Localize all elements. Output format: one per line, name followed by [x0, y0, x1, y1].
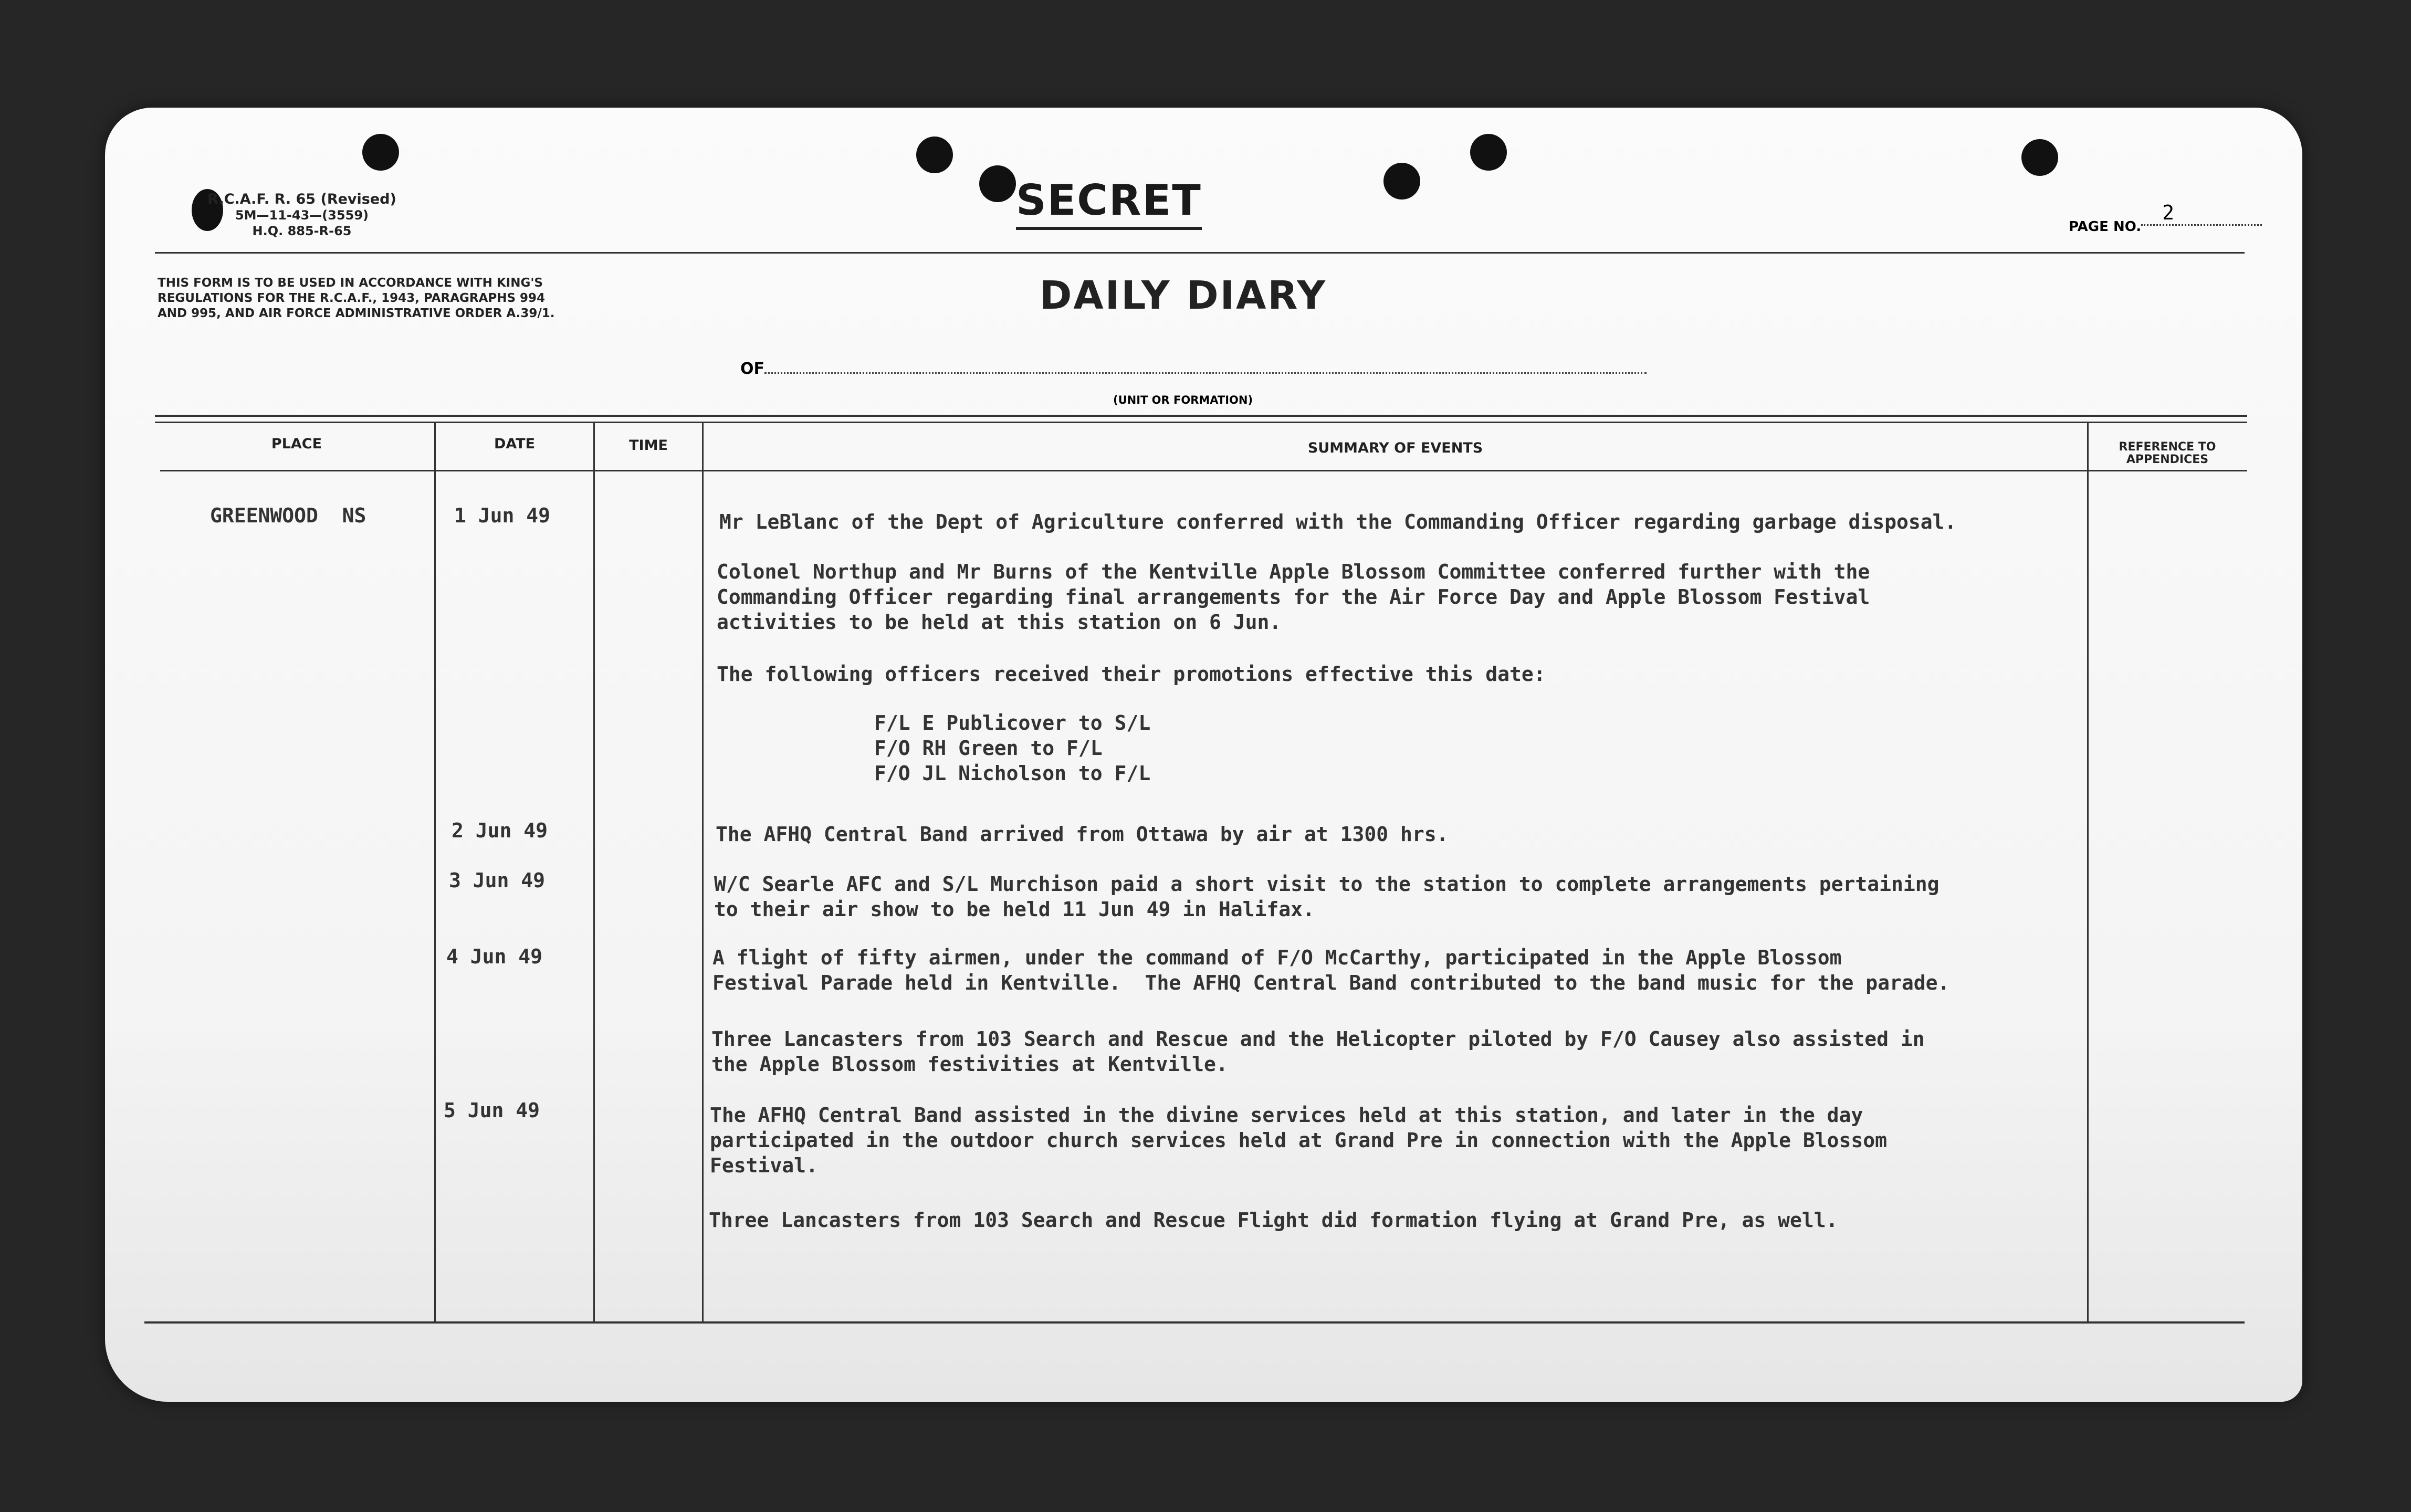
page-title: DAILY DIARY	[1040, 273, 1327, 318]
promotion-list: F/L E Publicover to S/L F/O RH Green to F/L F/O JL Nicholson to F/L	[874, 711, 1151, 785]
summary-entry: The AFHQ Central Band assisted in the divine services held at this station, and later in the day participated in the outdoor church services held at Grand Pre in connection with the Apple Blossom Festival.	[710, 1104, 1888, 1177]
diary-page	[105, 108, 2302, 1402]
form-number: R.C.A.F. R. 65 (Revised)	[207, 191, 396, 207]
summary-entry: The following officers received their promotions effective this date:	[717, 663, 1546, 686]
column-header-reference: REFERENCE TO APPENDICES	[2119, 440, 2216, 466]
unit-field	[740, 360, 1647, 378]
column-header-summary: SUMMARY OF EVENTS	[1307, 440, 1483, 456]
table-top-rule-2	[155, 422, 2247, 423]
page-number-field	[2069, 201, 2262, 237]
summary-entry: Three Lancasters from 103 Search and Rescue Flight did formation flying at Grand Pre, as well.	[709, 1209, 1838, 1232]
punch-hole	[362, 134, 399, 171]
date-entry: 3 Jun 49	[449, 869, 546, 892]
date-entry: 4 Jun 49	[446, 945, 543, 968]
date-entry: 2 Jun 49	[452, 819, 548, 842]
summary-entry: Three Lancasters from 103 Search and Rescue and the Helicopter piloted by F/O Causey also assisted in the Apple Blossom festivities at Kentville.	[711, 1027, 1925, 1076]
page-number-label: PAGE NO.	[2069, 219, 2142, 235]
page-number: 2	[2141, 201, 2262, 226]
form-instructions: THIS FORM IS TO BE USED IN ACCORDANCE WITH KING'S REGULATIONS FOR THE R.C.A.F., 1943, PARAGRAPHS 994 AND 995, AND AIR FORCE ADMINISTRATIVE ORDER A.39/1.	[158, 276, 555, 320]
column-divider	[2087, 422, 2089, 1321]
column-header-place: PLACE	[271, 436, 322, 452]
punch-hole	[916, 136, 953, 173]
classification-heading: SECRET	[1016, 176, 1202, 230]
table-top-rule	[155, 415, 2247, 417]
table-bottom-rule	[144, 1321, 2245, 1324]
summary-entry: W/C Searle AFC and S/L Murchison paid a short visit to the station to complete arrangements pertaining to their air show to be held 11 Jun 49 in Halifax.	[714, 873, 1940, 921]
form-identifier	[171, 192, 433, 239]
date-entry: 5 Jun 49	[444, 1099, 540, 1122]
header-bottom-rule	[160, 470, 2247, 471]
column-header-date: DATE	[494, 436, 536, 452]
punch-hole	[979, 165, 1016, 202]
form-hq-code: H.Q. 885-R-65	[252, 224, 352, 238]
summary-entry: The AFHQ Central Band arrived from Ottawa by air at 1300 hrs.	[716, 823, 1449, 846]
form-print-code: 5M—11-43—(3559)	[235, 208, 369, 223]
date-entry: 1 Jun 49	[454, 504, 551, 527]
summary-entry: Colonel Northup and Mr Burns of the Kentville Apple Blossom Committee conferred further with the Commanding Officer regarding final arrangements for the Air Force Day and Apple Blossom Festival activities to be held at this station on 6 Jun.	[717, 560, 1870, 634]
unit-field-line	[764, 362, 1647, 374]
column-header-time: TIME	[629, 437, 668, 454]
column-divider	[434, 422, 436, 1321]
column-divider	[702, 422, 704, 1321]
punch-hole	[1383, 163, 1420, 200]
punch-hole	[2021, 139, 2058, 176]
punch-hole	[1470, 134, 1507, 171]
summary-entry: A flight of fifty airmen, under the command of F/O McCarthy, participated in the Apple Blossom Festival Parade held in Kentville. The AFHQ Central Band contributed to the band music for the parade.	[712, 946, 1950, 994]
unit-caption: (UNIT OR FORMATION)	[1113, 394, 1253, 406]
summary-entry: Mr LeBlanc of the Dept of Agriculture conferred with the Commanding Officer regarding garbage disposal.	[719, 510, 1957, 533]
place-entry: GREENWOOD NS	[210, 504, 366, 527]
unit-field-label: OF	[740, 360, 764, 378]
header-rule	[155, 252, 2245, 254]
